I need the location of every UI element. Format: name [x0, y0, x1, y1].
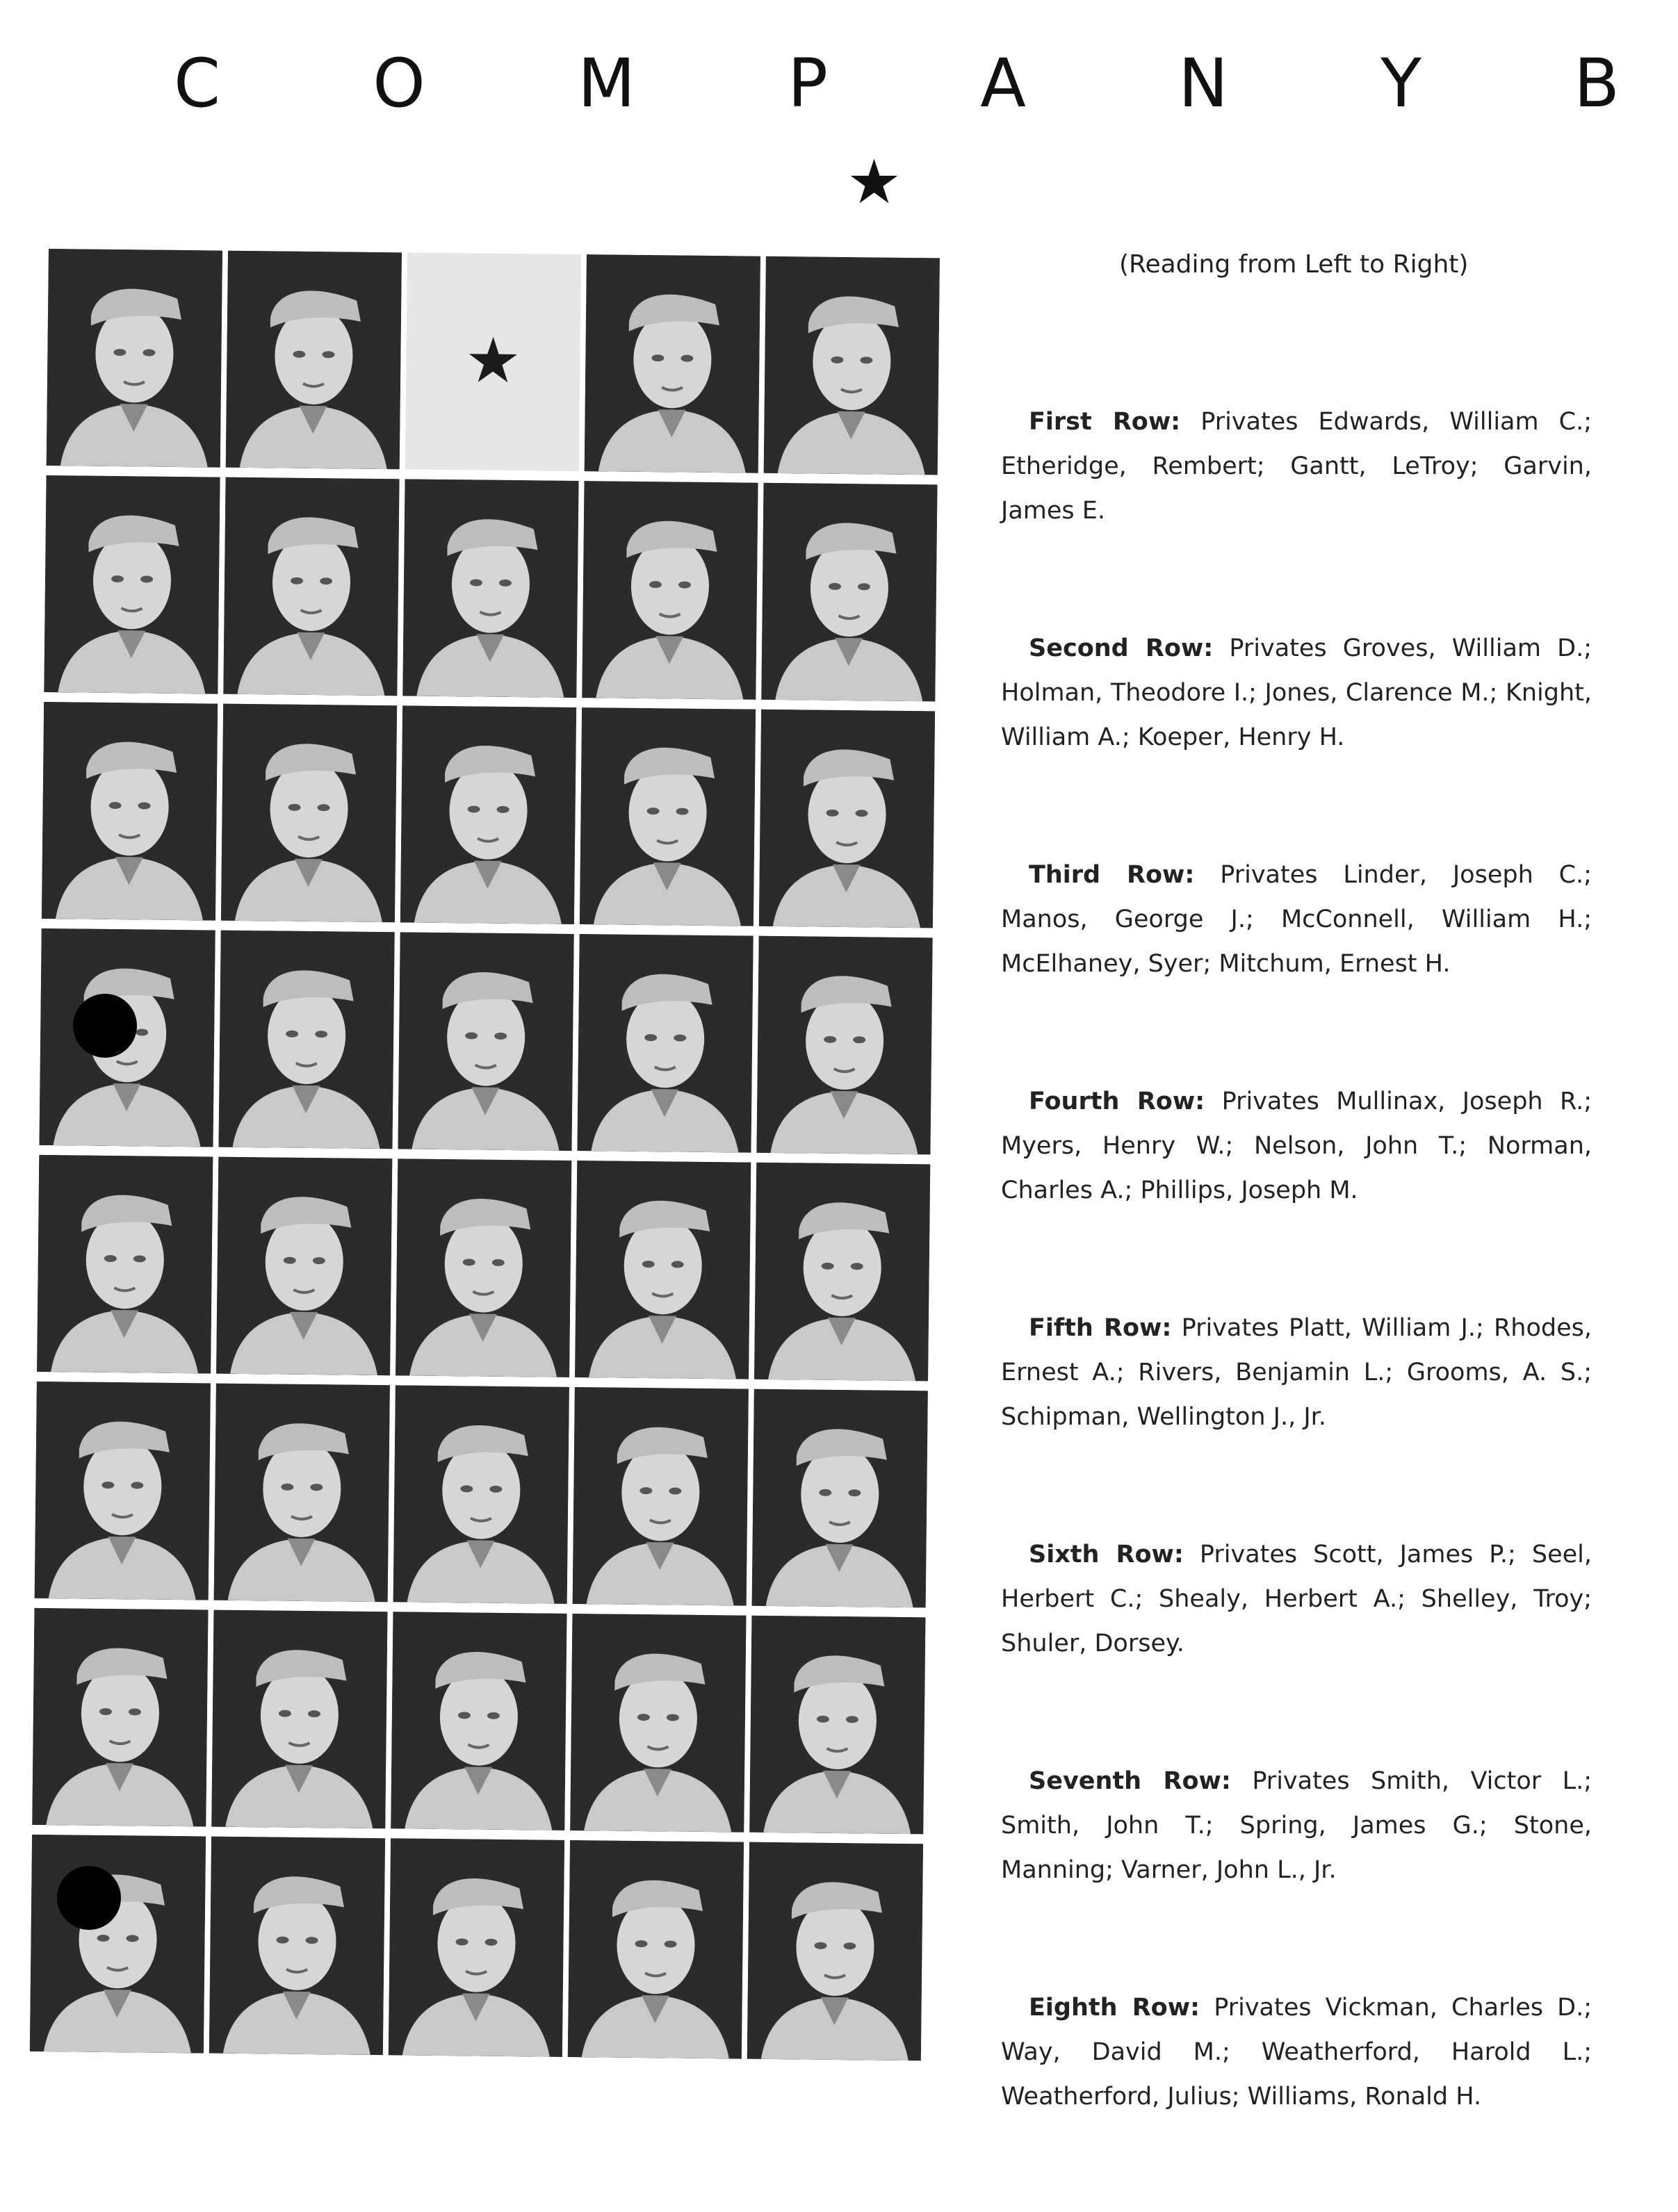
caption-row-1: [1001, 400, 1592, 580]
star-icon: ★: [464, 324, 522, 398]
star-icon: ★: [847, 146, 902, 218]
portrait-photo: [759, 710, 935, 928]
portrait-photo: [764, 256, 940, 475]
portrait-photo: [32, 1608, 208, 1827]
caption-text: Privates Mullinax, Joseph R.; Myers, Henry W.; Nelson, John T.; Norman, Charles A.; Phillips, Joseph M.: [1001, 1088, 1593, 1204]
caption-text: Privates Edwards, William C.; Etheridge, Rembert; Gantt, LeTroy; Garvin, James E.: [1001, 408, 1592, 525]
caption-label: Fifth Row:: [1029, 1314, 1172, 1342]
title-letter: O: [373, 44, 425, 122]
portrait-photo: [47, 249, 222, 468]
portrait-photo: [747, 1842, 923, 2061]
caption-row-2: [1001, 626, 1592, 807]
portrait-photo: [400, 705, 576, 924]
portrait-photo: [396, 1158, 571, 1377]
caption-label: Second Row:: [1029, 634, 1214, 662]
title-letter: B: [1574, 44, 1620, 122]
caption-text: Privates Linder, Joseph C.; Manos, George J.; McConnell, William H.; McElhaney, Syer; Mitchum, Ernest H.: [1001, 861, 1592, 978]
portrait-photo: [218, 931, 394, 1149]
caption-text: Privates Platt, William J.; Rhodes, Ernest A.; Rivers, Benjamin L.; Grooms, A. S.; Schipman, Wellington J., Jr.: [1001, 1314, 1592, 1431]
caption-label: Eighth Row:: [1029, 1994, 1200, 2022]
portrait-photo: [35, 1382, 211, 1600]
portrait-photo: [754, 1163, 930, 1382]
portrait-photo: [391, 1612, 567, 1830]
portrait-photo: [582, 481, 758, 700]
portrait-photo: [223, 477, 399, 696]
portrait-photo: [749, 1616, 925, 1835]
title-letter: Y: [1380, 44, 1422, 122]
caption-row-8: [1001, 1985, 1592, 2166]
title-letter: A: [980, 44, 1026, 122]
page-title: [174, 42, 1620, 125]
caption-label: Fourth Row:: [1029, 1088, 1205, 1115]
portrait-photo: [209, 1837, 385, 2056]
caption-label: Third Row:: [1029, 861, 1195, 889]
caption-text: Privates Scott, James P.; Seel, Herbert C.; Shealy, Herbert A.; Shelley, Troy; Shuler, Dorsey.: [1001, 1541, 1592, 1657]
portrait-photo: [221, 704, 397, 923]
caption-label: First Row:: [1029, 408, 1181, 436]
portrait-photo: [42, 702, 218, 921]
portrait-photo: [226, 251, 402, 470]
portrait-photo: [393, 1385, 569, 1604]
portrait-photo: [570, 1614, 746, 1833]
caption-row-5: [1001, 1306, 1592, 1486]
punch-hole: [73, 994, 137, 1058]
portrait-photo: [752, 1389, 928, 1608]
punch-hole: [57, 1866, 121, 1930]
portrait-photo: [580, 707, 756, 926]
portrait-photo: [402, 479, 578, 698]
portrait-photo: [761, 483, 937, 702]
caption-row-3: [1001, 853, 1592, 1033]
portrait-photo: [37, 1155, 213, 1374]
title-letter: P: [788, 44, 829, 122]
portrait-photo: [30, 1835, 206, 2054]
title-letter: M: [578, 44, 635, 122]
title-letter: C: [174, 44, 221, 122]
portrait-photo: [214, 1384, 390, 1603]
portrait-photo: [575, 1161, 751, 1379]
portrait-photo: [577, 934, 753, 1153]
photo-grid: [30, 249, 940, 2061]
reading-note: (Reading from Left to Right): [1119, 250, 1469, 279]
portrait-photo: [573, 1387, 749, 1606]
caption-text: Privates Smith, Victor L.; Smith, John T.; Spring, James G.; Stone, Manning; Varner, John L., Jr.: [1001, 1767, 1592, 1884]
portrait-photo: [216, 1157, 392, 1376]
caption-row-7: [1001, 1759, 1592, 1940]
portrait-photo: [389, 1838, 564, 2057]
caption-label: Seventh Row:: [1029, 1767, 1231, 1795]
caption-list: [1001, 375, 1592, 2212]
caption-row-4: [1001, 1079, 1592, 1260]
caption-label: Sixth Row:: [1029, 1541, 1184, 1568]
caption-text: Privates Groves, William D.; Holman, Theodore I.; Jones, Clarence M.; Knight, William A.; Koeper, Henry H.: [1001, 634, 1592, 751]
title-letter: N: [1178, 44, 1228, 122]
placeholder-star-tile: [405, 252, 581, 471]
caption-text: Privates Vickman, Charles D.; Way, David M.; Weatherford, Harold L.; Weatherford, Julius; Williams, Ronald H.: [1001, 1994, 1592, 2111]
caption-row-6: [1001, 1532, 1592, 1713]
portrait-photo: [756, 936, 932, 1155]
portrait-photo: [585, 254, 760, 473]
portrait-photo: [44, 475, 220, 694]
portrait-photo: [568, 1840, 744, 2059]
portrait-photo: [398, 932, 573, 1151]
portrait-photo: [211, 1610, 387, 1829]
